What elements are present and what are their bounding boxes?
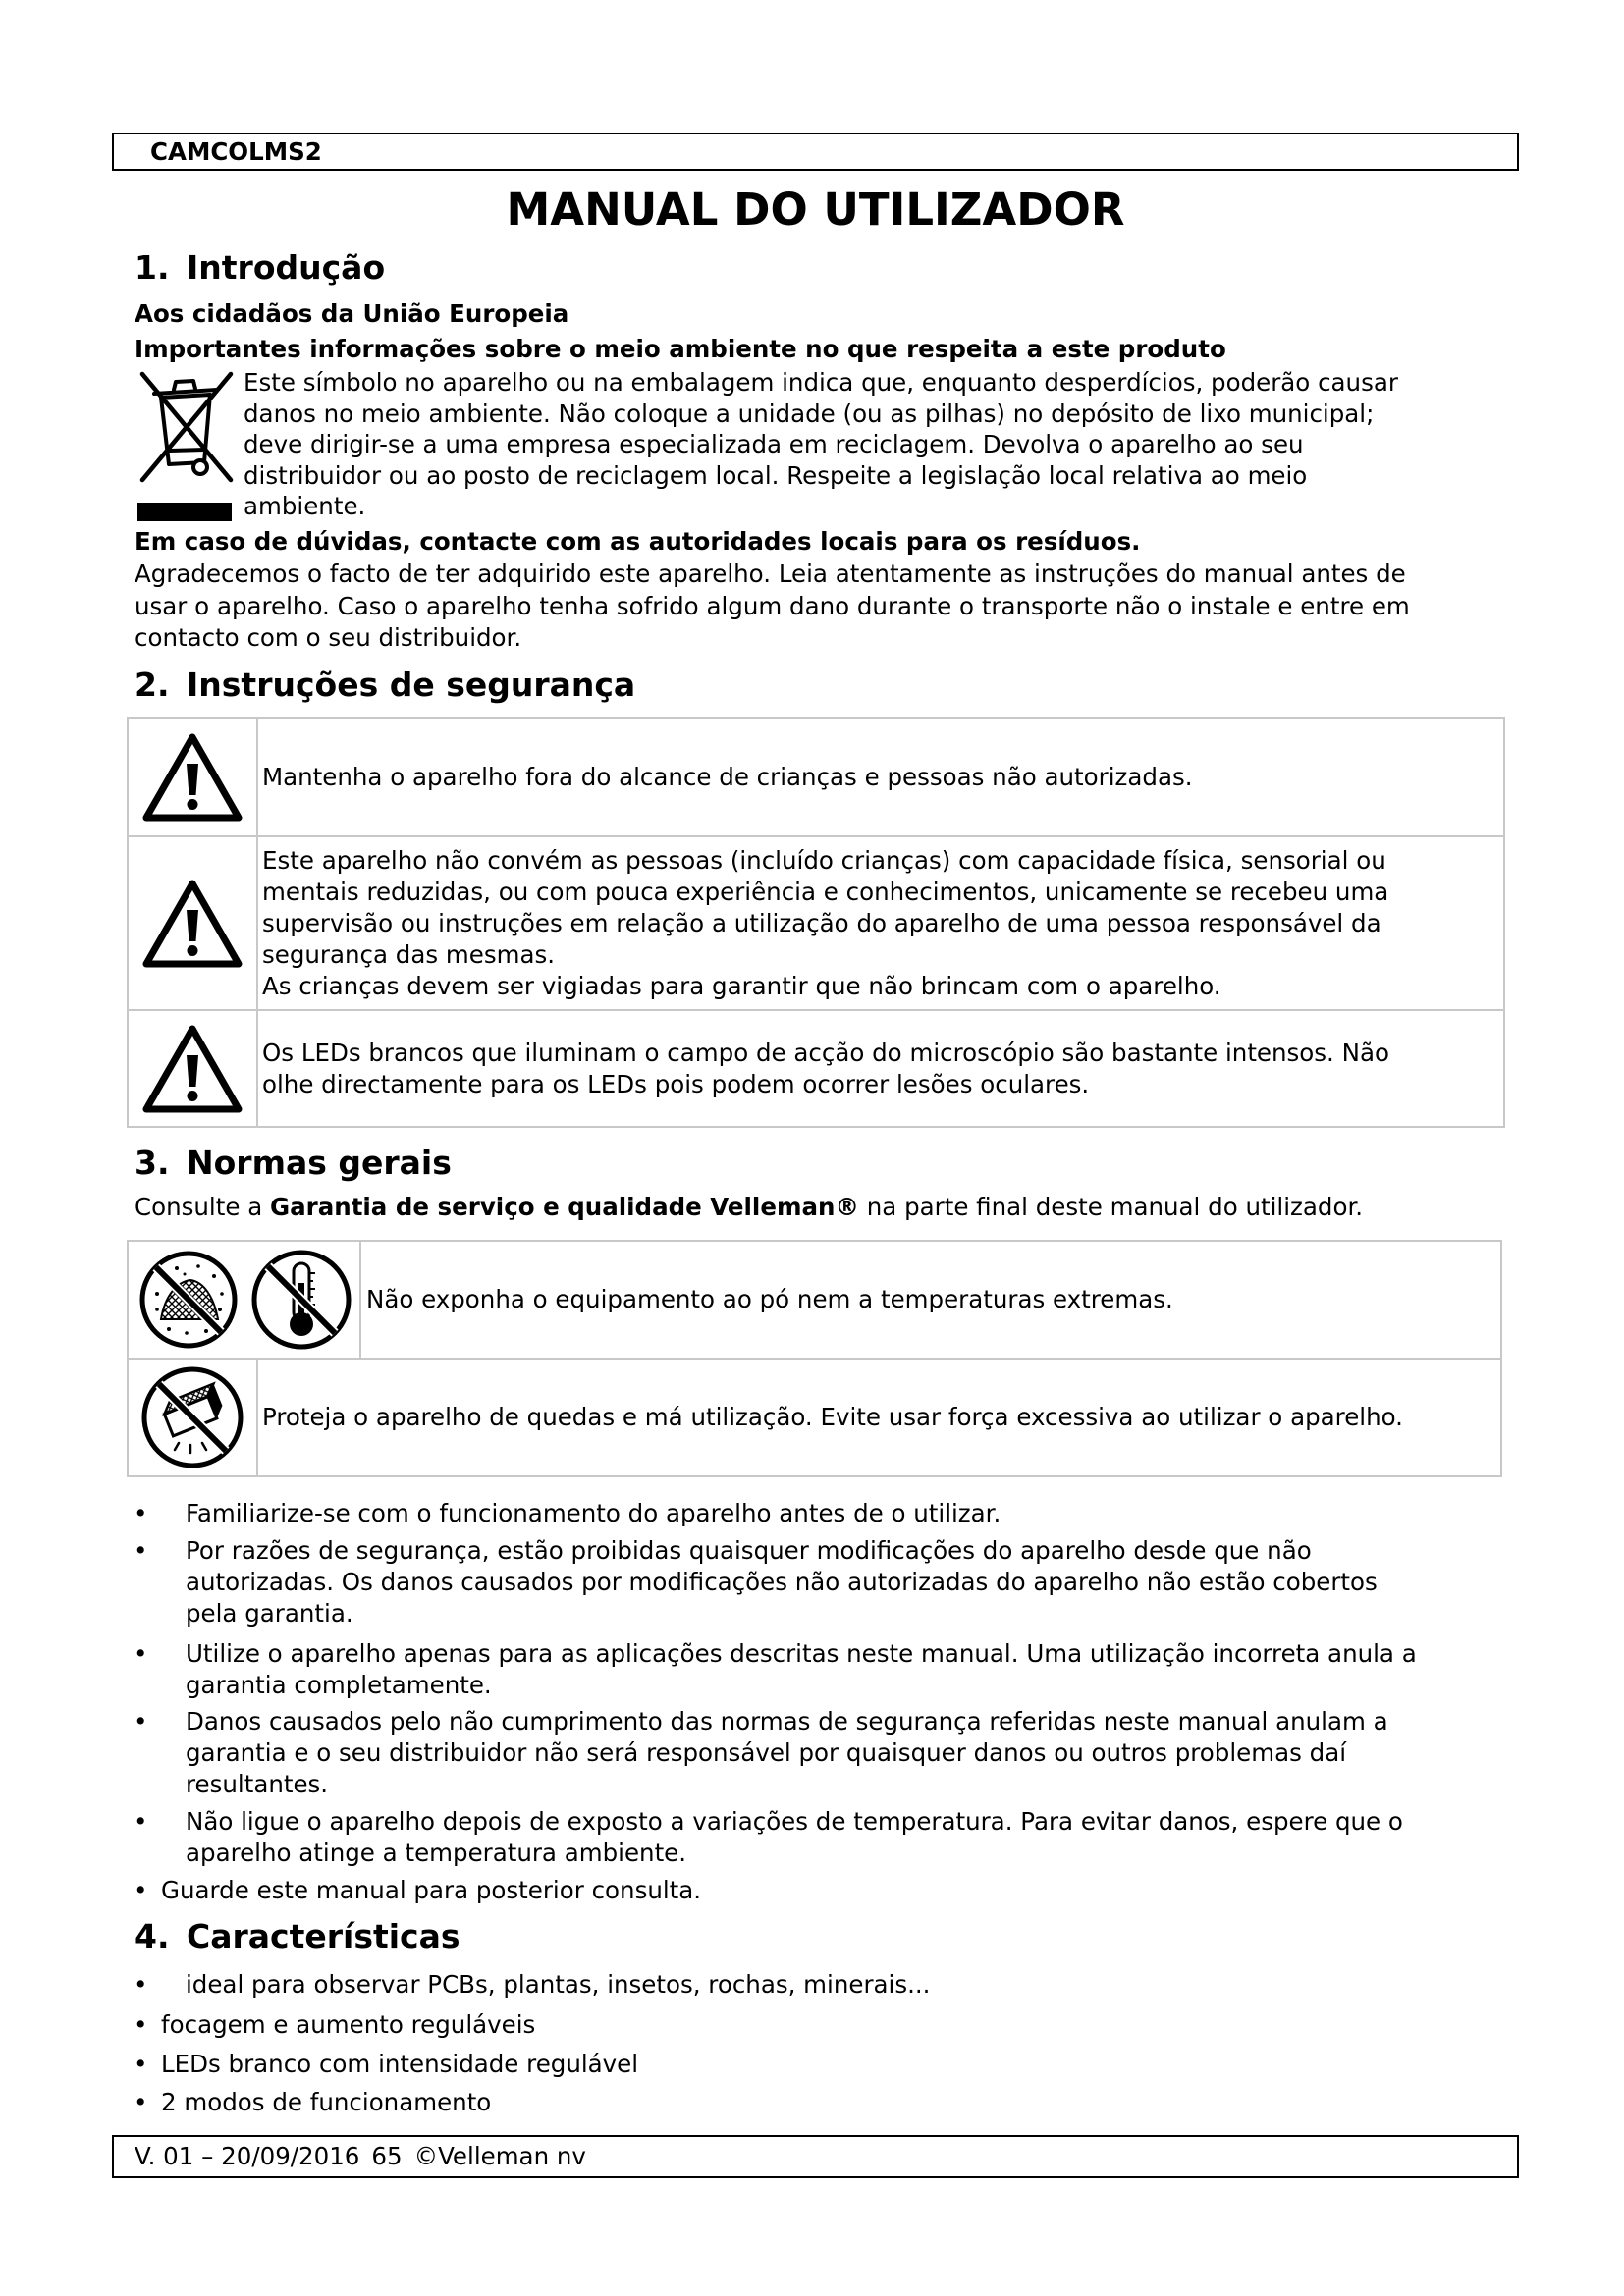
- weee-text-line: distribuidor ou ao posto de reciclagem local. Respeite a legislação local relativa ao meio: [244, 460, 1308, 490]
- environment-heading: Importantes informações sobre o meio ambiente no que respeita a este produto: [135, 335, 1226, 363]
- bullet-icon: •: [134, 1536, 148, 1565]
- feature-bullet-item: [134, 2087, 491, 2118]
- general-text-cell: [361, 1242, 1500, 1358]
- bullet-text-line: autorizadas. Os danos causados por modificações não autorizadas do aparelho não estão cobertos: [186, 1568, 1378, 1596]
- general-bullet-item: [134, 1875, 701, 1906]
- bullet-text: [186, 1706, 1388, 1800]
- safety-text-cell: [258, 1011, 1503, 1126]
- safety-row: [129, 719, 1503, 835]
- footer-text: [135, 2141, 598, 2172]
- feature-bullet-item: [134, 2049, 638, 2080]
- warranty-suffix: na parte final deste manual do utilizador.: [858, 1193, 1364, 1221]
- warranty-reference: [135, 1192, 1363, 1223]
- general-row: [129, 1242, 1500, 1358]
- section-number: 3.: [135, 1144, 170, 1182]
- feature-text: LEDs branco com intensidade regulável: [161, 2050, 639, 2078]
- safety-icon-cell: [129, 837, 258, 1009]
- footer-version: V. 01 – 20/09/2016: [135, 2142, 360, 2170]
- safety-text-line: Este aparelho não convém as pessoas (incluído crianças) com capacidade física, sensorial ou: [262, 845, 1386, 875]
- bullet-text-line: pela garantia.: [186, 1599, 353, 1628]
- bullet-text: [186, 1638, 1417, 1701]
- thanks-text-line: contacto com o seu distribuidor.: [135, 623, 522, 652]
- weee-text-line: ambiente.: [244, 492, 366, 520]
- section-number: 4.: [135, 1917, 170, 1955]
- footer-copyright: ©Velleman nv: [413, 2142, 586, 2170]
- general-bullet-item: [134, 1498, 1001, 1529]
- bullet-icon: •: [134, 1707, 148, 1735]
- feature-bullet-item: [134, 1969, 930, 2001]
- bullet-text-line: garantia e o seu distribuidor não será responsável por quaisquer danos ou outros problemas daí: [186, 1738, 1347, 1767]
- bullet-icon: •: [134, 1970, 148, 1999]
- bullet-text-line: aparelho atinge a temperatura ambiente.: [186, 1839, 687, 1867]
- safety-icon-cell: [129, 1011, 258, 1126]
- feature-text: 2 modos de funcionamento: [161, 2088, 492, 2116]
- section-number: 2.: [135, 666, 170, 704]
- footer-page-number: 65: [371, 2142, 403, 2170]
- section-heading-safety: [135, 666, 635, 705]
- safety-text-cell: [258, 837, 1503, 1009]
- header-box: [112, 133, 1519, 171]
- safety-text-line: segurança das mesmas.: [262, 939, 556, 969]
- model-code: CAMCOLMS2: [150, 137, 322, 166]
- bullet-text-line: garantia completamente.: [186, 1671, 492, 1699]
- warning-triangle-icon: [141, 732, 244, 823]
- bullet-text-line: Não ligue o aparelho depois de exposto a variações de temperatura. Para evitar danos, espere que o: [186, 1807, 1403, 1836]
- safety-text-cell: [258, 719, 1503, 835]
- safety-text-line: As crianças devem ser vigiadas para garantir que não brincam com o aparelho.: [262, 971, 1221, 1000]
- page-title: MANUAL DO UTILIZADOR: [506, 184, 1125, 236]
- safety-table: [127, 717, 1505, 1128]
- general-text-cell: [258, 1360, 1500, 1475]
- bullet-icon: •: [134, 2088, 148, 2116]
- section-title: Instruções de segurança: [187, 666, 636, 704]
- safety-text-line: supervisão ou instruções em relação a utilização do aparelho de uma pessoa responsável da: [262, 908, 1381, 937]
- safety-text-line: Os LEDs brancos que iluminam o campo de acção do microscópio são bastante intensos. Não: [262, 1038, 1389, 1067]
- warning-triangle-icon: [141, 1024, 244, 1114]
- safety-text-line: mentais reduzidas, ou com pouca experiência e conhecimentos, unicamente se recebeu uma: [262, 877, 1389, 906]
- feature-text: focagem e aumento reguláveis: [161, 2010, 536, 2039]
- section-title: Introdução: [187, 248, 386, 287]
- general-bullet-item: [134, 1806, 1403, 1869]
- general-table: [127, 1240, 1502, 1477]
- section-heading-features: [135, 1917, 460, 1956]
- bullet-text: [186, 1498, 1001, 1529]
- safety-row: [129, 835, 1503, 1009]
- bullet-icon: •: [134, 2010, 148, 2039]
- general-icon-cell: [129, 1360, 258, 1475]
- warning-triangle-icon: [141, 879, 244, 969]
- warranty-prefix: Consulte a: [135, 1193, 270, 1221]
- bullet-text-line: Familiarize-se com o funcionamento do aparelho antes de o utilizar.: [186, 1499, 1001, 1527]
- section-heading-introduction: [135, 248, 385, 288]
- footer-box: [112, 2135, 1519, 2178]
- bullet-icon: •: [134, 1807, 148, 1836]
- general-text-line: Não exponha o equipamento ao pó nem a temperaturas extremas.: [366, 1285, 1173, 1313]
- section-number: 1.: [135, 248, 170, 287]
- bullet-icon: •: [134, 1639, 148, 1668]
- bullet-text-line: Utilize o aparelho apenas para as aplicações descritas neste manual. Uma utilização incorreta anula a: [186, 1639, 1417, 1668]
- doubt-notice: Em caso de dúvidas, contacte com as autoridades locais para os resíduos.: [135, 527, 1141, 556]
- bullet-text-line: Danos causados pelo não cumprimento das normas de segurança referidas neste manual anulam a: [186, 1707, 1388, 1735]
- bullet-text-line: Por razões de segurança, estão proibidas quaisquer modificações do aparelho desde que não: [186, 1536, 1312, 1565]
- weee-text-line: danos no meio ambiente. Não coloque a unidade (ou as pilhas) no depósito de lixo municipal;: [244, 399, 1375, 428]
- general-text-line: Proteja o aparelho de quedas e má utilização. Evite usar força excessiva ao utilizar o aparelho.: [262, 1403, 1403, 1431]
- no-dust-icon: [137, 1249, 240, 1351]
- no-dropping-icon: [139, 1364, 245, 1470]
- bullet-text-line: Guarde este manual para posterior consulta.: [161, 1876, 702, 1904]
- weee-text-line: deve dirigir-se a uma empresa especializada em reciclagem. Devolva o aparelho ao seu: [244, 430, 1304, 458]
- section-heading-general: [135, 1144, 452, 1183]
- no-extreme-temperature-icon: [249, 1248, 353, 1352]
- bullet-icon: •: [134, 1876, 148, 1904]
- general-row: [129, 1358, 1500, 1475]
- safety-text-line: Mantenha o aparelho fora do alcance de crianças e pessoas não autorizadas.: [262, 762, 1193, 791]
- thanks-paragraph: [135, 559, 1410, 655]
- feature-text: ideal para observar PCBs, plantas, insetos, rochas, minerais...: [186, 1970, 931, 1999]
- general-icon-cell: [129, 1242, 361, 1358]
- safety-row: [129, 1009, 1503, 1126]
- bullet-text-line: resultantes.: [186, 1770, 329, 1798]
- weee-text-line: Este símbolo no aparelho ou na embalagem indica que, enquanto desperdícios, poderão causar: [244, 368, 1398, 397]
- weee-black-bar: [137, 503, 232, 521]
- safety-icon-cell: [129, 719, 258, 835]
- general-bullet-item: [134, 1535, 1378, 1629]
- eu-citizens-heading: Aos cidadãos da União Europeia: [135, 299, 569, 328]
- general-bullet-item: [134, 1638, 1417, 1701]
- bullet-text: [186, 1806, 1403, 1869]
- general-bullet-item: [134, 1706, 1388, 1800]
- warranty-title: Garantia de serviço e qualidade Velleman®: [270, 1193, 859, 1221]
- safety-text-line: olhe directamente para os LEDs pois podem ocorrer lesões oculares.: [262, 1069, 1090, 1098]
- bullet-text: [186, 1535, 1378, 1629]
- thanks-text-line: Agradecemos o facto de ter adquirido este aparelho. Leia atentamente as instruções do manual antes de: [135, 560, 1406, 588]
- feature-bullet-item: [134, 2009, 535, 2041]
- section-title: Normas gerais: [187, 1144, 452, 1182]
- weee-paragraph: [244, 367, 1398, 522]
- bullet-icon: •: [134, 1499, 148, 1527]
- weee-crossed-bin-icon: [135, 368, 237, 486]
- thanks-text-line: usar o aparelho. Caso o aparelho tenha sofrido algum dano durante o transporte não o instale e entre em: [135, 591, 1410, 620]
- bullet-icon: •: [134, 2050, 148, 2078]
- bullet-text: [161, 1875, 701, 1906]
- section-title: Características: [187, 1917, 460, 1955]
